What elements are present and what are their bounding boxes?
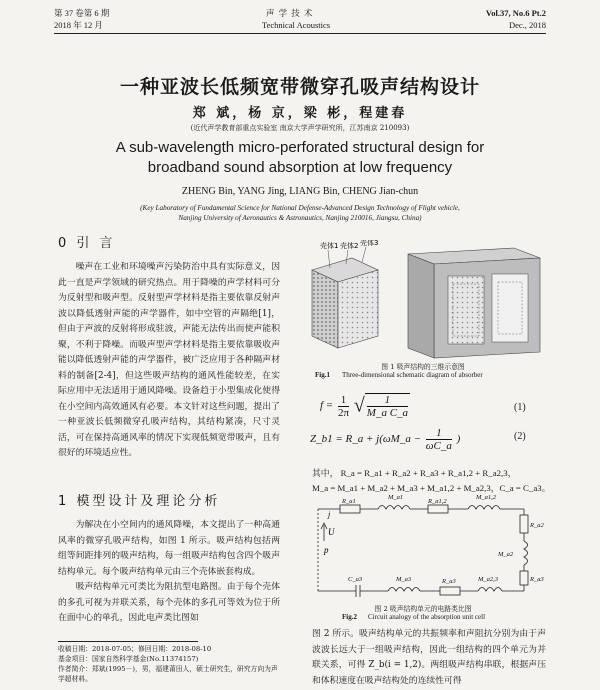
title-en-line2: broadband sound absorption at low frequency (147, 159, 453, 176)
section-0-heading: 0 引 言 (58, 236, 116, 251)
eq2-frac-num: 1 (426, 427, 452, 440)
fig2-circuit (310, 495, 546, 601)
inductor-Ma12 (468, 506, 500, 510)
eq1-lhs: f = (320, 399, 334, 412)
section1-block (58, 518, 280, 642)
circuit-label-Ca3: C_a3 (348, 576, 363, 583)
eq-text-line1: 其中， R_a = R_a1 + R_a2 + R_a3 + R_a1,2 + R_a2,3， (312, 468, 517, 478)
fig1-caption-en-label: Fig.1 (315, 371, 330, 379)
header-date-cn: 2018 年 12 月 (54, 20, 103, 30)
fig1-caption-en: Three-dimensional schematic diagram of absorber (342, 371, 483, 379)
header-journal-en: Technical Acoustics (262, 20, 331, 30)
fig1-label-shell1: 壳体1 (320, 242, 339, 250)
section-1-heading: 1 模型设计及理论分析 (58, 494, 221, 509)
eq1-frac-num: 1 (338, 394, 349, 407)
right-bottom-paragraph: 图 2 所示。吸声结构单元的共振频率和声阻抗分别为由于声波波长远大于一组吸声结构，因此一组结构的四个单元为并联关系，可得 Z_b(i = 1,2)。两组吸声结构串联，根据声压和体积速度在吸声结构处的连续性可得 (312, 629, 546, 686)
section1-paragraph-1: 为解决在小空间内的通风降噪，本文提出了一种高通风率的微穿孔吸声结构，如图 1 所示。吸声结构包括两组等间距排列的吸声结构，每一组吸声结构包含四个吸声结构单元。每个吸声结构单元由三个壳体嵌套构成。 (58, 520, 280, 577)
footnote-funding: 基金项目：国家自然科学基金(No.11374157) (58, 655, 199, 663)
right-bottom-block (312, 627, 546, 689)
fig1-large-frame (408, 248, 540, 358)
circuit-label-Ra3-right: R_a3 (530, 576, 544, 583)
affiliation-cn: (近代声学教育部重点实验室 南京大学声学研究所，江苏南京 210093) (190, 124, 410, 132)
title-cn: 一种亚波长低频宽带微穿孔吸声结构设计 (119, 76, 480, 98)
fig1-small-block (312, 258, 378, 348)
fig1-caption-cn: 图 1 吸声结构的三维示意图 (381, 363, 465, 371)
eq2-frac-den: ωC_a (425, 440, 452, 452)
eq1-number: (1) (514, 402, 526, 413)
header-volume-cn: 第 37 卷第 6 期 (54, 8, 110, 18)
circuit-U-label: U (328, 527, 335, 537)
footnote-received: 收稿日期：2018-07-05；修回日期：2018-08-10 (58, 645, 212, 653)
resistor-Ra12 (428, 505, 448, 513)
fig2-caption-en-label: Fig.2 (342, 613, 357, 621)
footnote-rule (58, 641, 198, 642)
circuit-label-Ma3: M_a3 (396, 576, 412, 583)
footnotes (58, 644, 284, 684)
eq2-lhs: Z_b1 = R_a + j(ωM_a − (310, 433, 422, 446)
equation-2 (310, 427, 460, 452)
eq2-number: (2) (514, 431, 526, 442)
circuit-label-Ra2: R_a2 (530, 522, 544, 529)
equation-1: f = $\frac{1}{2\pi}$ √ $\frac{1}{\text{M\_a C\_a}}$ (320, 393, 409, 419)
circuit-wires (318, 505, 528, 597)
header-rule (54, 33, 546, 34)
circuit-p-label: p (324, 545, 329, 555)
resistor-Ra2 (520, 515, 528, 533)
eq-text-line2: M_a = M_a1 + M_a2 + M_a3 + M_a1,2 + M_a2,3，C_a = C_a3。 (312, 483, 551, 493)
authors-en: ZHENG Bin, YANG Jing, LIANG Bin, CHENG Jian-chun (181, 186, 419, 197)
circuit-label-Ma2: M_a2 (498, 551, 514, 558)
inductor-Ma2 (524, 541, 528, 565)
affiliation-en (80, 203, 520, 223)
circuit-label-Ra3: R_a3 (442, 578, 456, 585)
title-en-line1: A sub-wavelength micro-perforated structural design for (115, 139, 485, 156)
fig2-caption-en: Circuit analogy of the absorption unit cell (368, 613, 486, 621)
section1-paragraph-2: 吸声结构单元可类比为阻抗型电路图。由于每个壳体的多孔可视为并联关系，每个壳体的多孔可等效为位于所在面中心的单孔，因此电声类比图如 (58, 582, 280, 623)
circuit-label-Ma12: M_a1,2 (476, 495, 497, 501)
intro-block (58, 260, 280, 476)
footnote-author: 作者简介：郑斌(1995－)，男，福建莆田人，硕士研究生，研究方向为声学超材料。 (58, 665, 278, 683)
header-journal-cn: 声 学 技 术 (266, 8, 314, 18)
header-date-en: Dec., 2018 (508, 20, 546, 30)
fig1-label-shell3: 壳体3 (360, 240, 379, 247)
affiliation-en-line2: Nanjing University of Aeronautics & Astronautics, Nanjing 210016, Jiangsu, China) (178, 214, 422, 222)
header-volume-en: Vol.37, No.6 Pt.2 (485, 8, 546, 18)
inductor-Ma1 (378, 506, 410, 510)
title-en (60, 138, 540, 178)
fig2-caption-cn: 图 2 吸声结构单元的电路类比图 (374, 605, 472, 613)
eq1-sqrt-num: 1 (367, 394, 408, 407)
circuit-j-label: j (328, 510, 331, 519)
affiliation-en-line1: (Key Laboratory of Fundamental Science for National Defense-Advanced Design Technology of Flight vehicle, (140, 204, 460, 212)
circuit-label-Ra12: R_a1,2 (428, 498, 447, 505)
circuit-label-Ra1: R_a1 (342, 498, 356, 505)
inductor-Ma23 (478, 588, 502, 592)
circuit-label-Ma1: M_a1 (388, 495, 404, 501)
eq2-close: ) (456, 433, 461, 446)
circuit-label-Ma23: M_a2,3 (478, 576, 499, 583)
resistor-Ra3 (440, 587, 460, 595)
resistor-Ra1 (340, 505, 360, 513)
intro-paragraph: 噪声在工业和环境噪声污染防治中具有实际意义，因此一直是声学领域的研究热点。用于降噪的声学材料可分为反射型和吸声型。反射型声学材料是指主要依靠反射声波以降低透射声能的声学器件，如中空管的声隔绝[1]，但由于声波的反射将形成驻波，声能无法传出而使声能积聚，不利于降噪。而吸声型声学材料是指主要依靠吸收声能以降低透射声能的声学器件，被广泛应用于各种隔声材料的制备[2-4]，但这些吸声结构的通风性能较差，在实际应用中无法适用于通风降噪。设备趋于小型集成化使得在小空间内高效通风有必要。本文针对这些问题，提出了一种亚波长低频微穿孔吸声结构，其结构紧凑，尺寸灵活，可在保持高通风率的情况下实现低频宽带吸声，且有很好的环境适应性。 (58, 262, 280, 458)
authors-cn: 郑 斌，杨 京，梁 彬，程建春 (192, 106, 408, 121)
eq1-sqrt-den: M_a C_a (366, 407, 409, 419)
fig1-absorber-3d (300, 240, 546, 360)
fig1-label-shell2: 壳体2 (340, 242, 359, 250)
resistor-Ra3-right (520, 571, 528, 585)
eq1-frac-den: 2π (337, 406, 350, 419)
inductor-Ma3 (388, 588, 420, 592)
